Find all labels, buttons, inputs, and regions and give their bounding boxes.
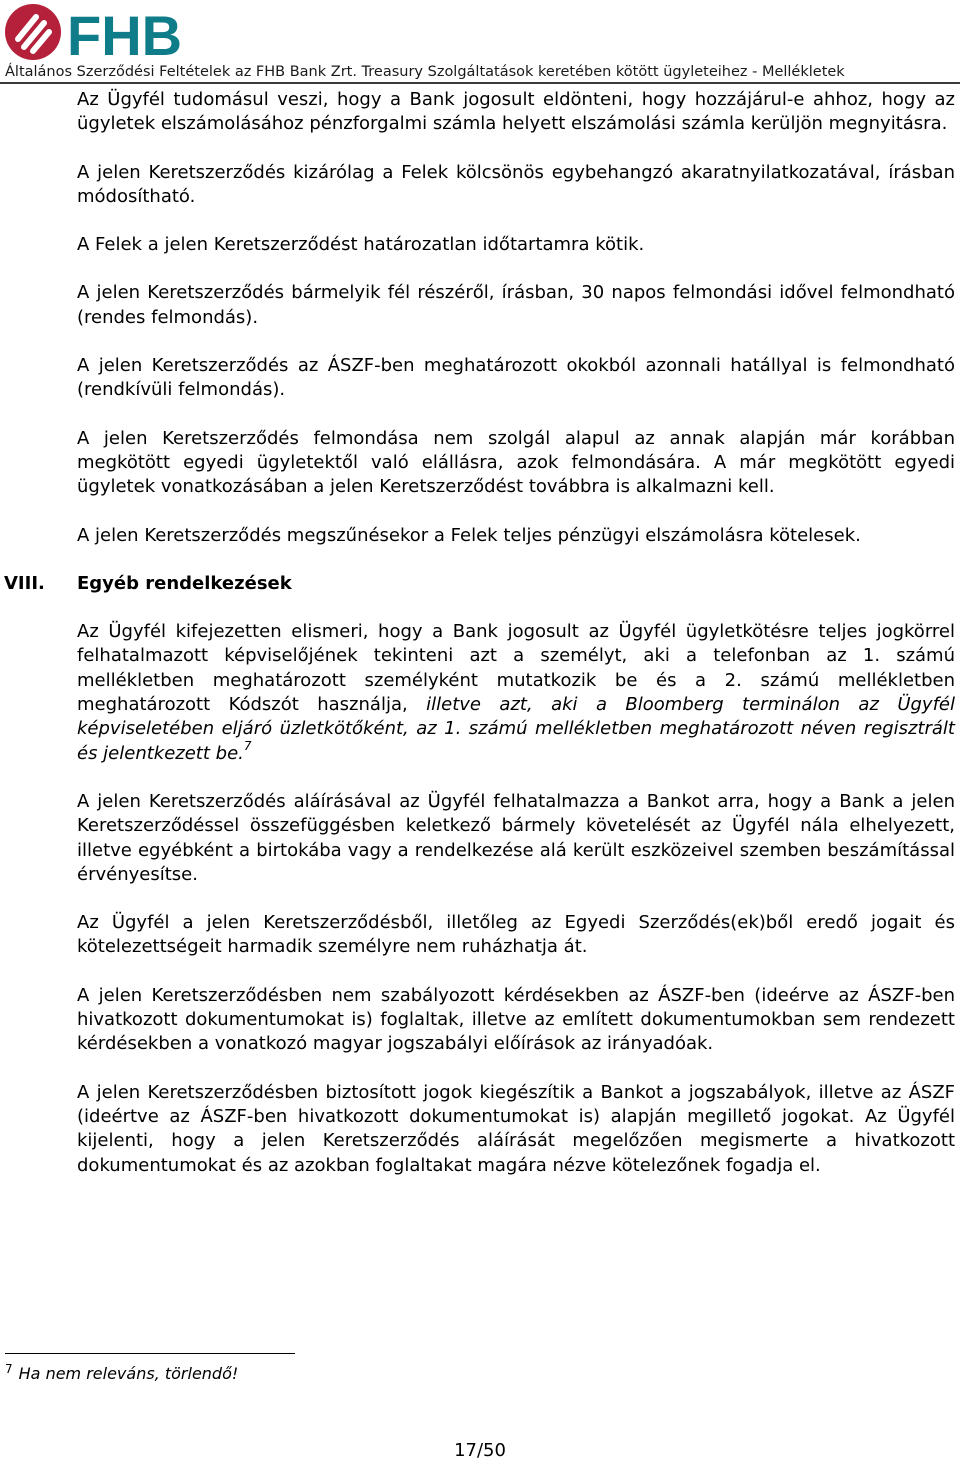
paragraph: A jelen Keretszerződés megszűnésekor a Felek teljes pénzügyi elszámolásra kötelesek. — [77, 524, 861, 546]
footnote-reference[interactable]: 7 — [243, 738, 252, 753]
header-divider — [0, 82, 960, 84]
paragraph-italic-text: illetve azt, aki a Bloomberg terminálon az Ügyfél képviseletében eljáró üzletkötőként, az 1. számú mellékletben meghatározott néven regisztrált és jelentkezett be. — [77, 694, 955, 764]
section-title: Egyéb rendelkezések — [77, 572, 292, 594]
section-heading — [4, 572, 955, 596]
page-number: 17/50 — [454, 1440, 506, 1461]
paragraph-with-footnote — [77, 620, 955, 766]
paragraph: A jelen Keretszerződés felmondása nem szolgál alapul az annak alapján már korábban megkötött egyedi ügyletektől való elállásra, azok felmondására. A már megkötött egyedi ügyletek vonatkozásában a jelen Keretszerződést továbbra is alkalmazni kell. — [77, 427, 955, 498]
footnote-mark: 7 — [5, 1362, 13, 1376]
paragraph: A jelen Keretszerződés bármelyik fél részéről, írásban, 30 napos felmondási idővel felmondható (rendes felmondás). — [77, 282, 955, 328]
paragraph: A jelen Keretszerződésben biztosított jogok kiegészítik a Bankot a jogszabályok, illetve az ÁSZF (ideértve az ÁSZF-ben hivatkozott dokumentumokat is) alapján megillető jogokat. Az Ügyfél kijelenti, hogy a jelen Keretszerződés aláírását megelőzően megismerte a hivatkozott dokumentumokat és az azokban foglaltakat magára nézve kötelezőnek fogadja el. — [77, 1081, 955, 1176]
paragraph: Az Ügyfél a jelen Keretszerződésből, illetőleg az Egyedi Szerződés(ek)ből eredő jogait és kötelezettségeit harmadik személyre nem ruházhatja át. — [77, 912, 955, 958]
paragraph: A jelen Keretszerződés aláírásával az Ügyfél felhatalmazza a Bankot arra, hogy a Bank a jelen Keretszerződéssel összefüggésben keletkező bármely követelését az Ügyfél nála elhelyezett, illetve egyébként a birtokába vagy a rendelkezése alá került eszközeivel szemben beszámítással érvényesítse. — [77, 790, 955, 885]
paragraph: A Felek a jelen Keretszerződést határozatlan időtartamra kötik. — [77, 234, 645, 256]
paragraph: A jelen Keretszerződés kizárólag a Felek kölcsönös egybehangzó akaratnyilatkozatával, írásban módosítható. — [77, 161, 955, 207]
section-number: VIII. — [4, 572, 45, 594]
document-body — [4, 88, 955, 1202]
page-header — [0, 0, 960, 82]
footnote-text: Ha nem releváns, törlendő! — [18, 1364, 239, 1383]
paragraph: A jelen Keretszerződés az ÁSZF-ben meghatározott okokból azonnali hatállyal is felmondható (rendkívüli felmondás). — [77, 355, 955, 401]
paragraph: A jelen Keretszerződésben nem szabályozott kérdésekben az ÁSZF-ben (ideérve az ÁSZF-ben hivatkozott dokumentumokat is) foglaltak, illetve az említett dokumentumokban sem rendezett kérdésekben a vonatkozó magyar jogszabályi előírások az irányadóak. — [77, 984, 955, 1055]
logo-text: FHB — [67, 4, 183, 61]
fhb-logo — [4, 3, 194, 61]
running-title: Általános Szerződési Feltételek az FHB Bank Zrt. Treasury Szolgáltatások keretében kötött ügyleteihez - Mellékletek — [5, 64, 845, 80]
footnote — [5, 1364, 238, 1385]
paragraph: Az Ügyfél tudomásul veszi, hogy a Bank jogosult eldönteni, hogy hozzájárul-e ahhoz, hogy az ügyletek elszámolásához pénzforgalmi számla helyett elszámolási számla kerüljön megnyitásra. — [77, 89, 955, 135]
footnote-divider — [5, 1353, 295, 1354]
paragraph-text: Az Ügyfél kifejezetten elismeri, hogy a Bank jogosult az Ügyfél ügyletkötésre teljes jogkörrel felhatalmazott képviselőjének tekinteni azt a személyt, aki a telefonban az 1. számú mellékletben meghatározott személyként mutatkozik be és a 2. számú mellékletben meghatározott Kódszót használja, — [77, 621, 955, 716]
